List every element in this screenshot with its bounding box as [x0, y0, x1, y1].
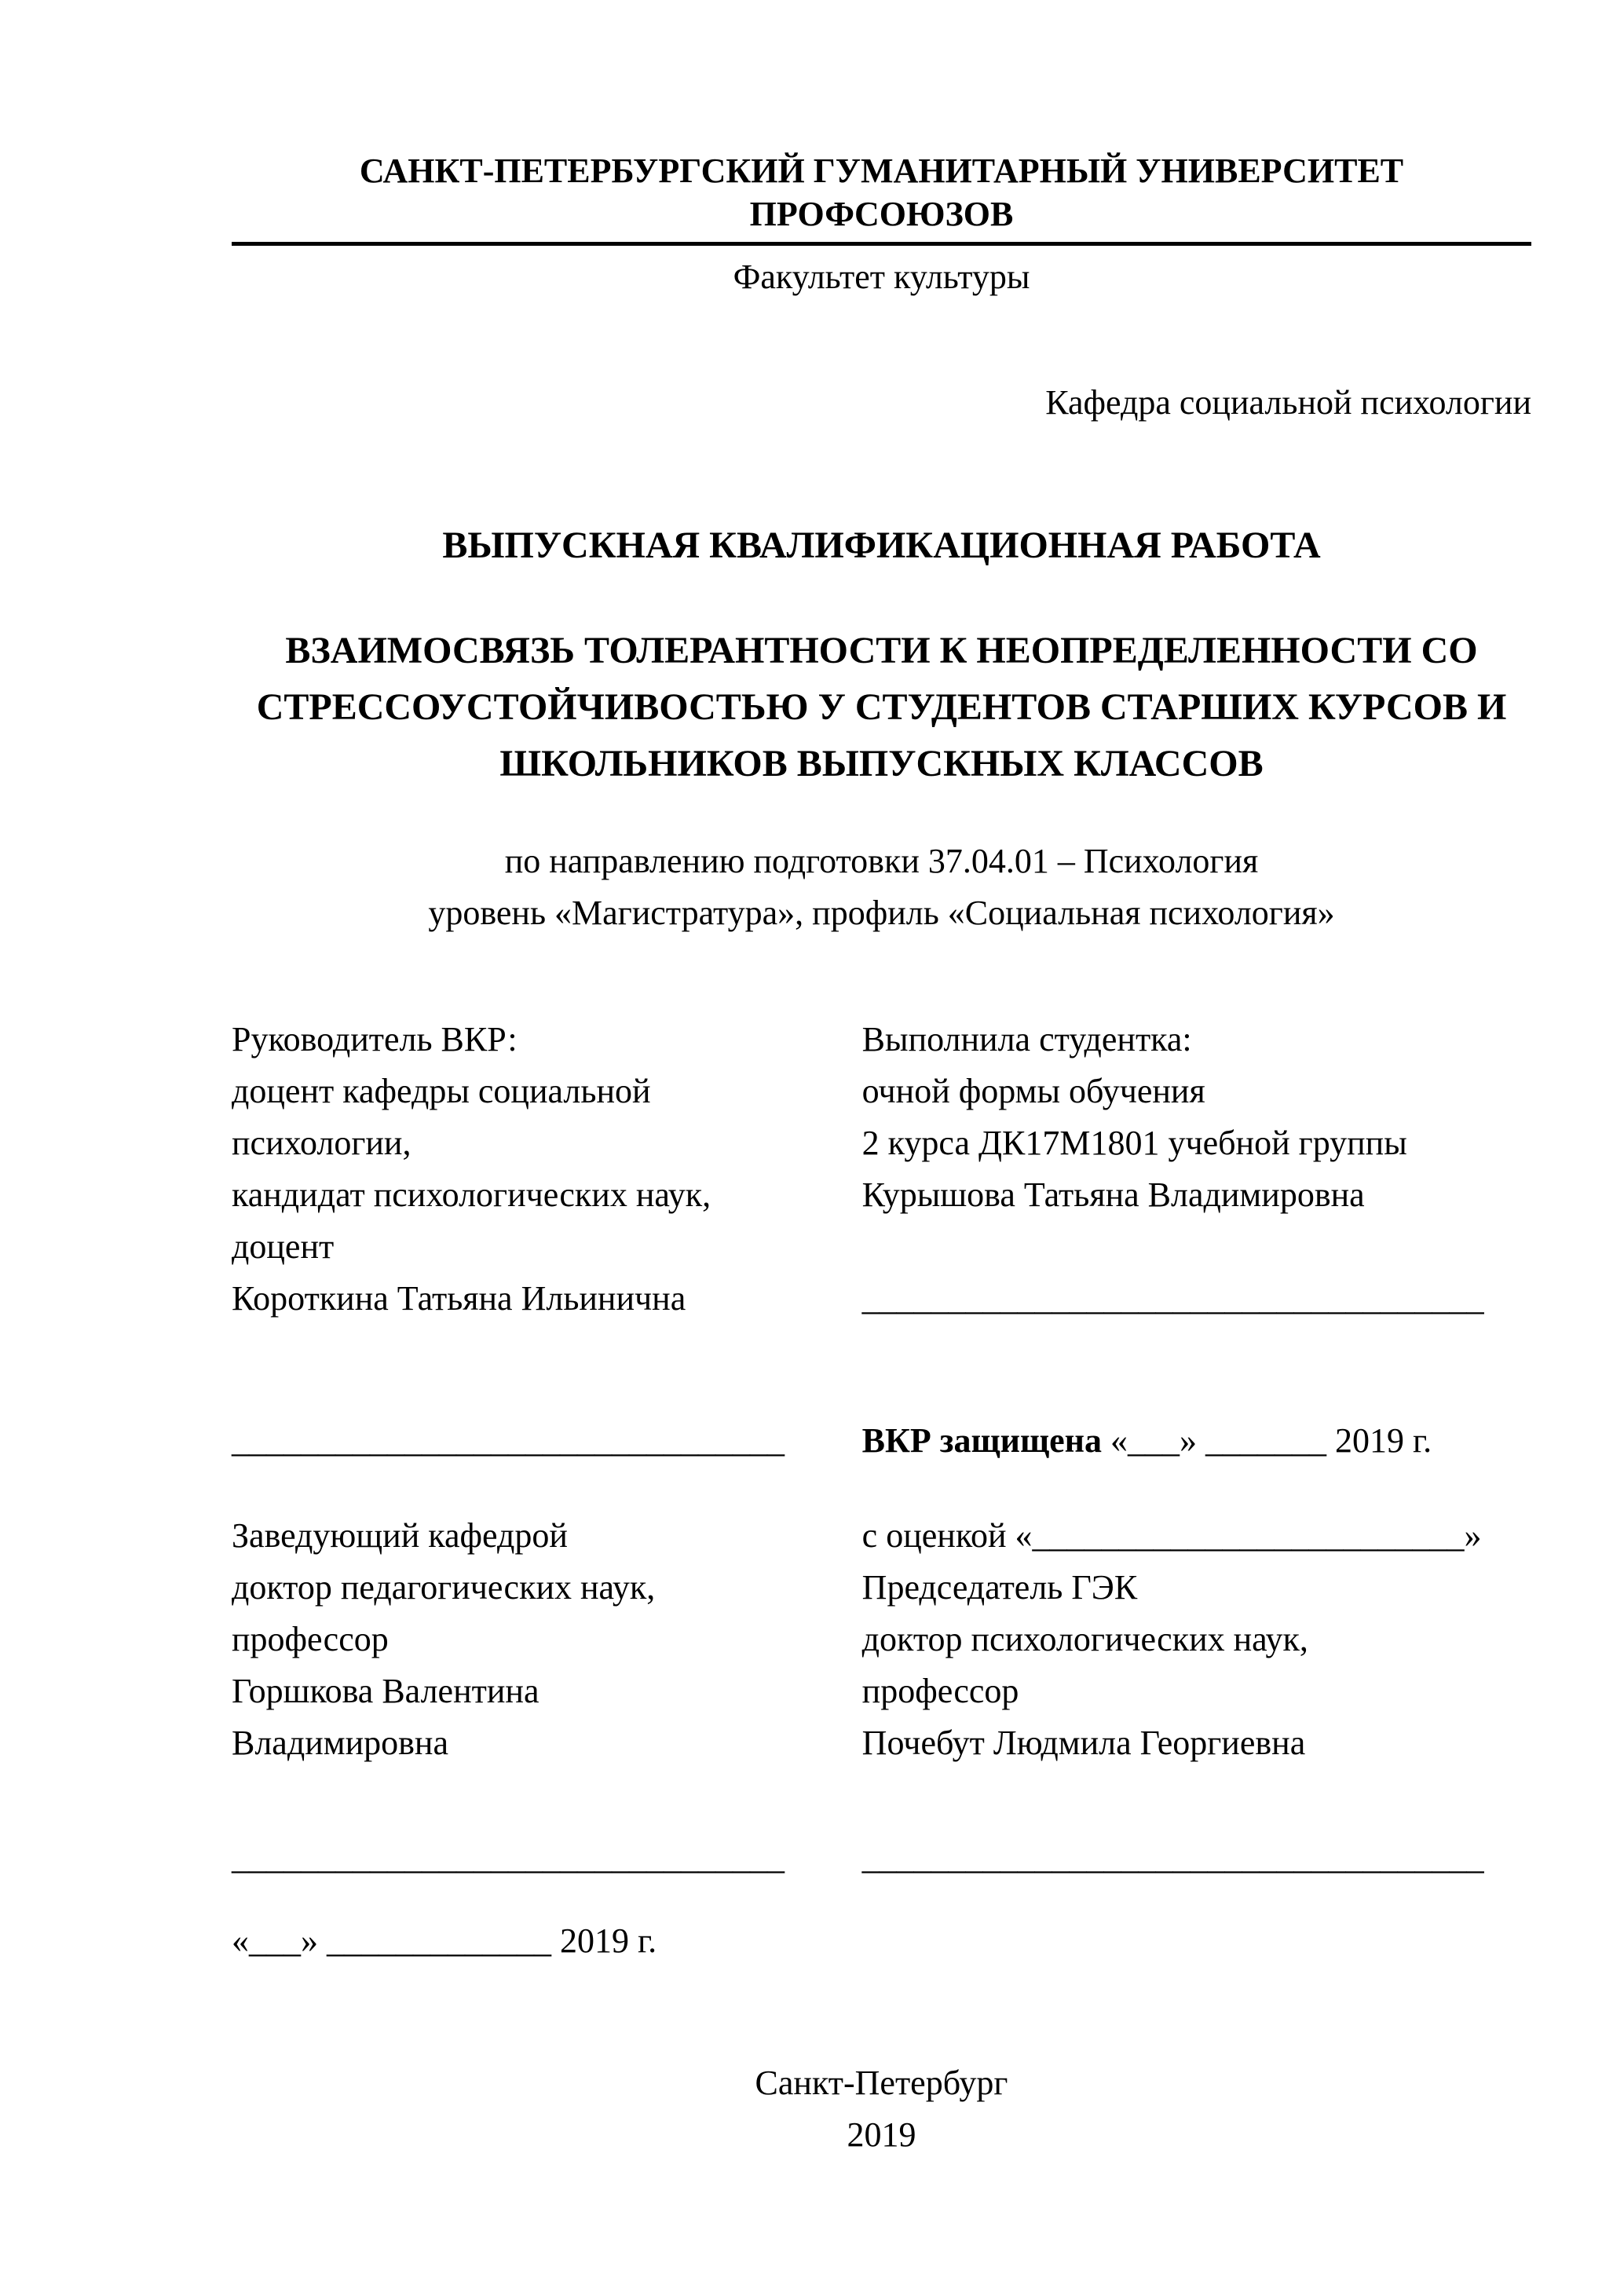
university-header: [232, 149, 1531, 246]
head-line: доктор педагогических наук,: [232, 1568, 656, 1607]
department-head-info: [232, 1510, 862, 1769]
study-level: уровень «Магистратура», профиль «Социальная психология»: [428, 894, 1335, 932]
head-signature-line: ________________________________: [232, 1838, 785, 1877]
blank-line: [862, 1221, 1531, 1273]
committee-line: Председатель ГЭК: [861, 1568, 1138, 1607]
student-name: Курышова Татьяна Владимировна: [861, 1175, 1365, 1214]
supervisor-name: Короткина Татьяна Ильинична: [232, 1279, 686, 1318]
committee-info: [862, 1510, 1531, 1769]
chair-signature-line: ____________________________________: [861, 1838, 1484, 1877]
thesis-title: [232, 623, 1531, 792]
supervisor-student-block: [232, 1014, 1531, 1325]
supervisor-line: психологии,: [232, 1124, 411, 1162]
head-committee-block: [232, 1510, 1531, 1769]
student-line: 2 курса ДК17М1801 учебной группы: [861, 1124, 1407, 1162]
faculty-name: Факультет культуры: [733, 258, 1030, 296]
date-line: «___» _____________ 2019 г.: [232, 1921, 657, 1960]
supervisor-label: Руководитель ВКР:: [232, 1020, 518, 1058]
student-label: Выполнила студентка:: [861, 1020, 1192, 1058]
committee-chair-name: Почебут Людмила Георгиевна: [861, 1724, 1306, 1762]
supervisor-signature-line: ________________________________: [232, 1421, 785, 1460]
defense-row: [232, 1415, 1531, 1467]
student-info: [862, 1014, 1531, 1325]
department-name: Кафедра социальной психологии: [1045, 383, 1531, 422]
study-program-block: [232, 835, 1531, 939]
head-name: Горшкова Валентина: [232, 1672, 540, 1710]
committee-line: доктор психологических наук,: [861, 1620, 1308, 1658]
defense-statement: [862, 1415, 1531, 1467]
thesis-title-line: ШКОЛЬНИКОВ ВЫПУСКНЫХ КЛАССОВ: [499, 743, 1264, 784]
supervisor-info: [232, 1014, 862, 1325]
head-line: Заведующий кафедрой: [232, 1516, 568, 1555]
head-line: профессор: [232, 1620, 389, 1658]
signature-row: [232, 1832, 1531, 1884]
work-type-heading: ВЫПУСКНАЯ КВАЛИФИКАЦИОННАЯ РАБОТА: [442, 525, 1321, 566]
study-direction: по направлению подготовки 37.04.01 – Психология: [504, 842, 1259, 880]
student-signature-line: ____________________________________: [861, 1279, 1484, 1318]
grade-line: с оценкой «_________________________»: [861, 1516, 1482, 1555]
year: 2019: [847, 2115, 916, 2154]
committee-line: профессор: [861, 1672, 1019, 1710]
supervisor-line: доцент кафедры социальной: [232, 1072, 651, 1110]
thesis-title-line: СТРЕССОУСТОЙЧИВОСТЬЮ У СТУДЕНТОВ СТАРШИХ КУРСОВ И: [256, 686, 1507, 728]
supervisor-line: доцент: [232, 1227, 335, 1266]
defense-statement-bold: ВКР защищена: [861, 1421, 1103, 1460]
head-name: Владимировна: [232, 1724, 449, 1762]
thesis-title-line: ВЗАИМОСВЯЗЬ ТОЛЕРАНТНОСТИ К НЕОПРЕДЕЛЕННОСТИ СО: [285, 630, 1478, 671]
defense-statement-date: «___» _______ 2019 г.: [1102, 1421, 1432, 1460]
city: Санкт-Петербург: [755, 2064, 1008, 2102]
footer: [232, 2057, 1531, 2161]
supervisor-line: кандидат психологических наук,: [232, 1175, 711, 1214]
university-name: САНКТ-ПЕТЕРБУРГСКИЙ ГУМАНИТАРНЫЙ УНИВЕРСИТЕТ ПРОФСОЮЗОВ: [359, 152, 1404, 233]
student-line: очной формы обучения: [861, 1072, 1205, 1110]
